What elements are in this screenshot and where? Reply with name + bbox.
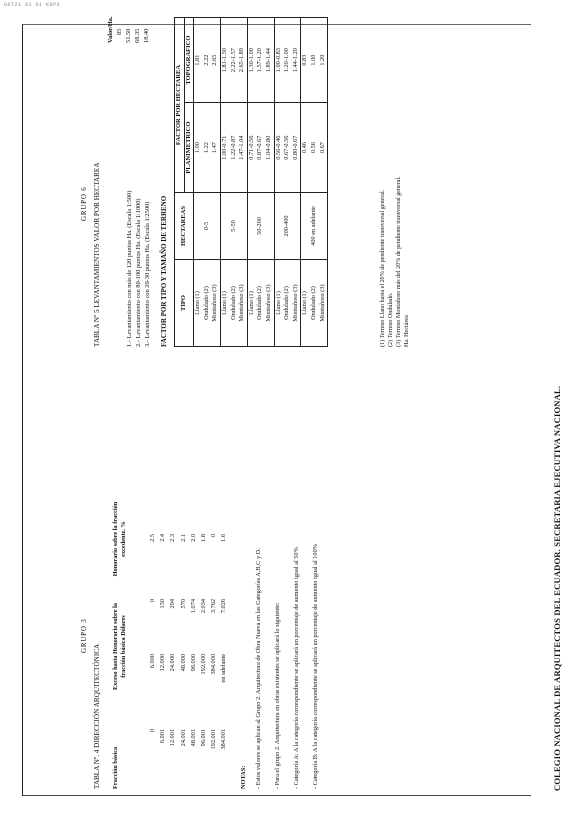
table-cell	[301, 103, 328, 193]
table-cell	[301, 260, 328, 347]
table-cell: 48.000	[179, 654, 187, 672]
table4-header-porcentaje: Honorario sobre la fracción excedente. %	[112, 501, 127, 577]
value-item: 85	[116, 28, 123, 35]
table-cell: 1.074	[189, 599, 197, 614]
grupo6-title: GRUPO 6	[80, 186, 88, 221]
level-item: 3.- Levantamiento con 20-30 puntos Ha. (Escala 1:2500)	[144, 201, 151, 347]
factor-table	[174, 17, 328, 347]
tipo-item: Montañoso (3)	[211, 284, 219, 322]
table-row	[301, 18, 328, 347]
note-line: - Estos valores se aplican al Grupo 2. Arquitectura de Obra Nueva en las Categorías A,B,C y D.	[255, 548, 262, 789]
tipo-item: Llano (1)	[220, 291, 228, 315]
table-cell: 2.4	[159, 534, 167, 542]
table-cell: 2.5	[149, 534, 156, 542]
table-cell: 96.000	[189, 654, 197, 672]
table-row	[274, 18, 301, 347]
table5-title: TABLA Nº 5 LEVANTAMIENTOS VALOR POR HECTAREA	[93, 162, 101, 347]
value-item: 68.35	[134, 28, 141, 43]
footnote-item: (2) Terreno Ondulado.	[388, 292, 394, 347]
table-cell: 7.026	[220, 599, 228, 614]
table-cell	[194, 260, 221, 347]
table-cell: 0	[210, 534, 218, 538]
tipo-item: Ondulado (2)	[229, 286, 237, 320]
footnote-item: Ha. Hectárea	[404, 315, 410, 347]
value-list	[116, 29, 152, 43]
table-cell: 2.3	[169, 534, 177, 542]
table-cell	[247, 103, 274, 193]
tipo-item: Montañoso (3)	[291, 284, 299, 322]
plan-value: 0.56-0.46	[274, 135, 282, 160]
table-cell: 570	[179, 599, 187, 609]
col-header-plan: PLANIMETRICO	[184, 103, 194, 193]
topo-value: 1.44-1.20	[291, 48, 299, 73]
table-cell: 200-400	[274, 193, 301, 260]
tipo-item: Llano (1)	[194, 291, 202, 315]
topo-value: 0.83	[301, 54, 309, 66]
table-cell: 24.001	[179, 729, 187, 747]
col-header-hectareas: HECTAREAS	[175, 193, 194, 260]
plan-value: 1.22	[202, 142, 210, 154]
topo-value: 1.57-1.20	[256, 48, 264, 73]
table4-col-to	[148, 654, 230, 704]
table-cell: 0-5	[194, 193, 221, 260]
table-cell	[301, 18, 328, 103]
plan-value: 0.46	[301, 142, 309, 154]
table-row	[247, 18, 274, 347]
table-cell: 12.001	[169, 729, 177, 747]
table-cell: 150	[159, 599, 167, 609]
topo-value: 1.20	[318, 54, 326, 66]
col-header-tipo: TIPO	[175, 260, 194, 347]
table-cell	[247, 260, 274, 347]
table-cell	[274, 103, 301, 193]
topo-value: 2.65-1.89	[238, 48, 246, 73]
topo-value: 2.22-1.57	[229, 48, 237, 73]
table-cell: 96.001	[199, 729, 207, 747]
plan-value: 0.67-0.56	[283, 135, 291, 160]
table-cell: 192.000	[199, 654, 207, 675]
note-line: - Categoría B: A la categoría correspondiente se aplicará un porcentaje de aumento igual al 100%	[312, 544, 319, 789]
tipo-item: Montañoso (3)	[238, 284, 246, 322]
tipo-item: Ondulado (2)	[309, 286, 317, 320]
table-cell	[274, 18, 301, 103]
topo-value: 1.30-1.00	[247, 48, 255, 73]
note-line: - Categoría A: A la categoría correspondiente se aplicará un porcentaje de aumento igual al 50%	[293, 547, 300, 789]
topo-value: 1.00	[309, 54, 317, 66]
col-header-topo: TOPOGRAFICO	[184, 18, 194, 103]
table-cell: 6.001	[159, 729, 167, 744]
notes-title: NOTAS:	[240, 765, 247, 789]
table-cell	[274, 260, 301, 347]
plan-value: 1.04-0.80	[264, 135, 272, 160]
table-cell: 12.000	[159, 654, 167, 672]
table-cell: 294	[169, 599, 177, 609]
footnotes	[380, 176, 412, 347]
table-cell: 1.8	[199, 534, 207, 542]
table-header-row	[175, 18, 185, 347]
value-item: 18.40	[143, 28, 150, 43]
table-cell	[247, 18, 274, 103]
tipo-item: Ondulado (2)	[256, 286, 264, 320]
table-cell	[220, 103, 247, 193]
level-item: 2.- Levantamiento con 80-100 puntos Ha. (Escala 1:1000)	[135, 198, 142, 347]
table-cell: 24.000	[169, 654, 177, 672]
table4-col-from	[148, 729, 230, 769]
table-cell: 384.000	[210, 654, 218, 675]
footnote-item: (1) Terreno Llano hasta el 20% de pendiente transversal general.	[380, 189, 386, 347]
table-cell: 1.6	[220, 534, 228, 542]
tipo-item: Llano (1)	[274, 291, 282, 315]
tipo-item: Montañoso (3)	[264, 284, 272, 322]
table-row	[220, 18, 247, 347]
table-cell: 2.034	[199, 599, 207, 614]
plan-value: 1.47-1.04	[238, 135, 246, 160]
level-list	[126, 191, 153, 347]
topo-value: 1.81	[194, 54, 202, 66]
footnote-item: (3) Terreno Montañoso más del 20% de pendiente transversal general.	[396, 176, 402, 347]
plan-value: 1.47	[211, 142, 219, 154]
topo-value: 1.00-0.83	[274, 48, 282, 73]
table-row	[194, 18, 221, 347]
tipo-item: Ondulado (2)	[202, 286, 210, 320]
table-cell: en adelante	[220, 654, 228, 683]
table-cell	[194, 103, 221, 193]
plan-value: 0.71-0.56	[247, 135, 255, 160]
topo-value: 1.89-1.44	[264, 48, 272, 73]
table-cell: 0	[149, 599, 156, 603]
table-cell: 5-50	[220, 193, 247, 260]
topo-value: 2.22	[202, 54, 210, 66]
table4-header-fraccion: Fracción básica	[112, 746, 119, 789]
tipo-item: Llano (1)	[301, 291, 309, 315]
table4-header-exceso: Exceso hasta Honorario sobre la fracción básica Dólares	[112, 603, 127, 690]
table-cell	[194, 18, 221, 103]
col-header-factor: FACTOR POR HECTAREA	[175, 18, 185, 193]
table-cell: 192.001	[210, 729, 218, 750]
level-item: 1.- Levantamiento con más de 120 puntos Ha. (Escala 1:500)	[126, 190, 133, 347]
plan-value: 1.22-0.87	[229, 135, 237, 160]
table-cell: 0	[149, 729, 156, 733]
notes-section	[240, 339, 331, 789]
value-header: Valor/Ha.	[107, 16, 114, 43]
plan-value: 0.56	[309, 142, 317, 154]
value-item: 51.50	[125, 28, 132, 43]
table-cell	[220, 260, 247, 347]
table-cell: 384.001	[220, 729, 228, 750]
table-cell: 48.001	[189, 729, 197, 747]
table4-title: TABLA Nº. 4 DIRECCIÓN ARQUITECTÓNICA	[93, 643, 101, 789]
topo-value: 1.20-1.00	[283, 48, 291, 73]
table4-col-fee	[148, 599, 230, 639]
plan-value: 0.80-0.67	[291, 135, 299, 160]
table4-col-pct	[148, 534, 230, 564]
factor-title: FACTOR POR TIPO Y TAMAÑO DE TERRENO	[160, 195, 168, 347]
plan-value: 1.00-0.71	[220, 135, 228, 160]
table-cell	[220, 18, 247, 103]
plan-value: 0.67	[318, 142, 326, 154]
table-cell: 3.762	[210, 599, 218, 614]
plan-value: 0.87-0.67	[256, 135, 264, 160]
table-cell: 6.000	[149, 654, 156, 669]
grupo3-title: GRUPO 3	[80, 618, 88, 653]
table-cell: 50-200	[247, 193, 274, 260]
scan-stamp: G0T21 01 01 K0P3	[4, 2, 61, 8]
tipo-item: Montañoso (3)	[318, 284, 326, 322]
topo-value: 1.81-1.30	[220, 48, 228, 73]
note-line: - Para el grupo 2. Arquitectura en obras existentes se aplicará lo siguiente:	[274, 602, 281, 789]
plan-value: 1.00	[194, 142, 202, 154]
table-cell: 2.0	[189, 534, 197, 542]
table-cell: 2.1	[179, 534, 187, 542]
page-header: COLEGIO NACIONAL DE ARQUITECTOS DEL ECUADOR. SECRETARIA EJECUTIVA NACIONAL.	[552, 385, 562, 791]
tipo-item: Ondulado (2)	[283, 286, 291, 320]
tipo-item: Llano (1)	[247, 291, 255, 315]
table-cell: 400 en adelante	[301, 193, 328, 260]
topo-value: 2.65	[211, 54, 219, 66]
